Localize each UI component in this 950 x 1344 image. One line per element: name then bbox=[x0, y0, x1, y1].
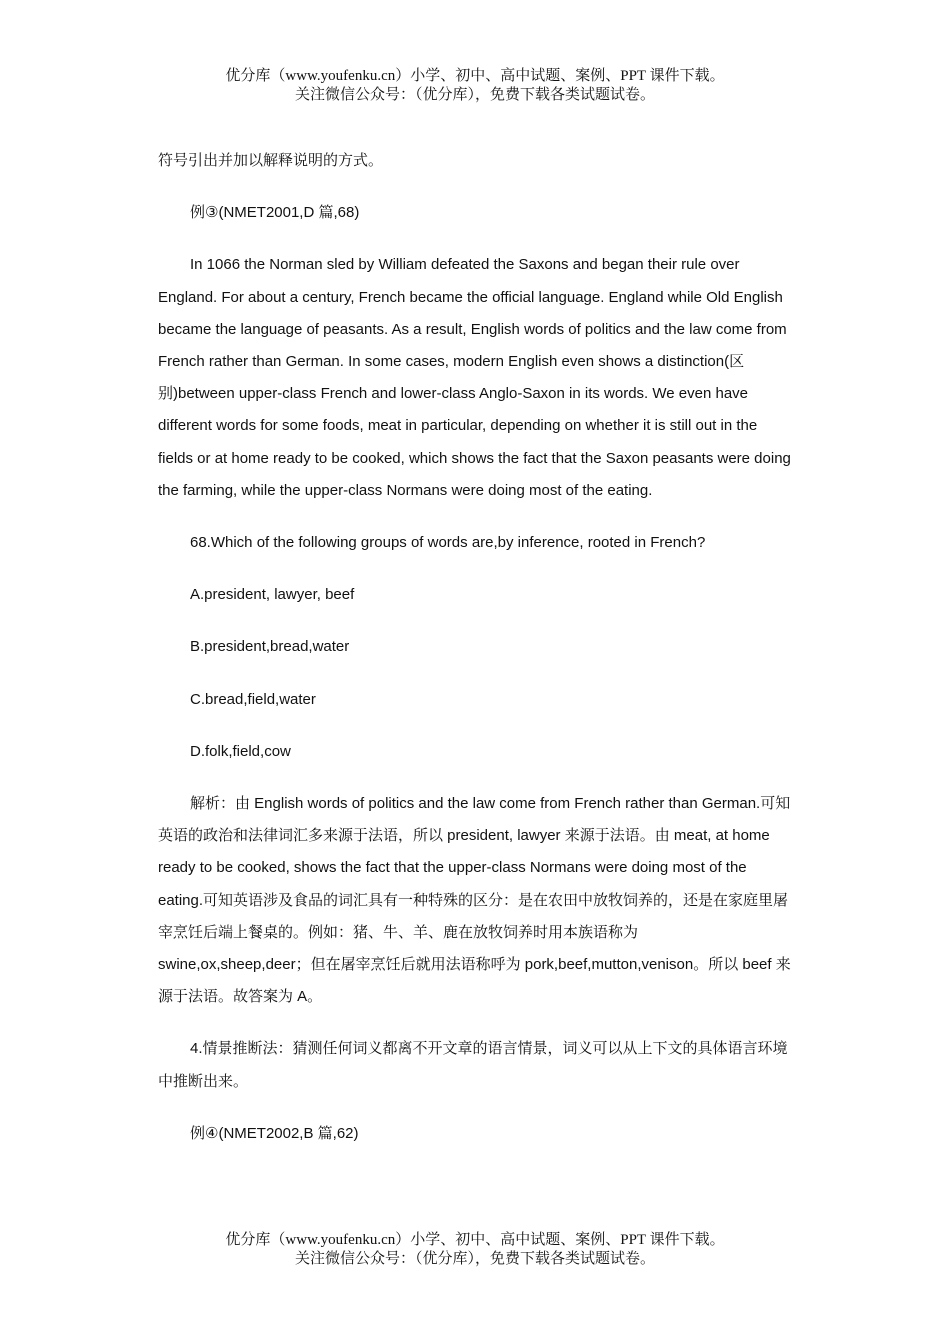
footer-line-2: 关注微信公众号：（优分库），免费下载各类试题试卷。 bbox=[294, 1251, 655, 1267]
header-line-2: 关注微信公众号：（优分库），免费下载各类试题试卷。 bbox=[294, 87, 655, 103]
option-b: B.president,bread,water bbox=[190, 638, 350, 656]
document-body bbox=[158, 145, 794, 1150]
header-line-1: 优分库（www.youfenku.cn）小学、初中、高中试题、案例、PPT 课件下载。 bbox=[225, 68, 725, 84]
option-a: A.president, lawyer, beef bbox=[190, 586, 355, 604]
page-footer bbox=[0, 1231, 950, 1269]
paragraph-continuation: 符号引出并加以解释说明的方式。 bbox=[158, 152, 384, 169]
page-header bbox=[0, 67, 950, 105]
analysis-paragraph: 解析：由 English words of politics and the law come from French rather than German.可知英语的政治和法律词汇多来源于法语，所以 president, lawyer 来源于法语。由 meat, at home ready to be cooked, shows the fact that the upper-class Normans were doing most of the eating.可知英语涉及食品的词汇具有一种特殊的区分：是在农田中放牧饲养的，还是在家庭里屠宰烹饪后端上餐桌的。例如：猪、牛、羊、鹿在放牧饲养时用本族语称为 swine,ox,sheep,deer；但在屠宰烹饪后就用法语称呼为 pork,beef,mutton,venison。所以 beef 来源于法语。故答案为 A。 bbox=[158, 795, 791, 1006]
option-d: D.folk,field,cow bbox=[190, 742, 291, 760]
question-68: 68.Which of the following groups of words are,by inference, rooted in French? bbox=[190, 534, 706, 552]
example-4-label: 例④(NMET2002,B 篇,62) bbox=[190, 1124, 359, 1142]
option-c: C.bread,field,water bbox=[190, 690, 316, 708]
method-4-paragraph: 4.情景推断法：猜测任何词义都离不开文章的语言情景，词义可以从上下文的具体语言环境中推断出来。 bbox=[158, 1040, 788, 1090]
passage-text: In 1066 the Norman sled by William defeated the Saxons and began their rule over England. For about a century, French became the official language. England while Old English became the language of peasants. As a result, English words of politics and the law come from French rather than German. In some cases, modern English even shows a distinction(区别)between upper-class French and lower-class Anglo-Saxon in its words. We even have different words for some foods, meat in particular, depending on whether it is still out in the fields or at home ready to be cooked, which shows the fact that the Saxon peasants were doing the farming, while the upper-class Normans were doing most of the eating. bbox=[158, 256, 791, 499]
footer-line-1: 优分库（www.youfenku.cn）小学、初中、高中试题、案例、PPT 课件下载。 bbox=[225, 1232, 725, 1248]
example-3-label: 例③(NMET2001,D 篇,68) bbox=[190, 204, 360, 222]
